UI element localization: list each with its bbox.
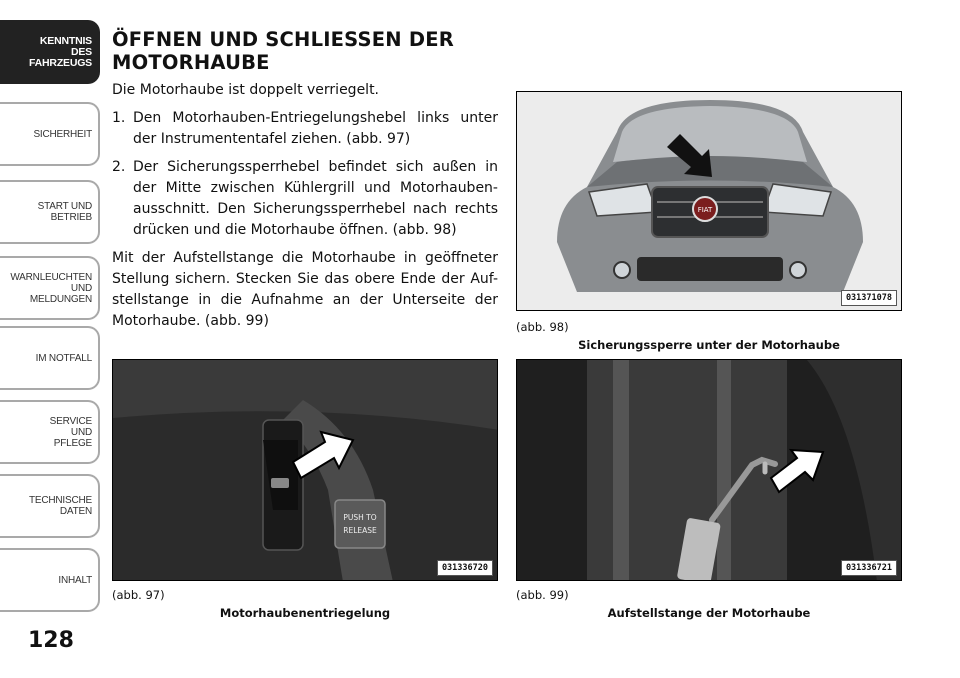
tab-label: SICHERHEIT bbox=[33, 128, 92, 140]
step-text: Den Motorhauben-Entriegelungshebel links unter der Instrumententafel ziehen. (abb. 97) bbox=[133, 110, 498, 147]
label-release: RELEASE bbox=[343, 526, 377, 535]
figure-code: 031371078 bbox=[841, 290, 897, 306]
tab-start-und-betrieb[interactable] bbox=[0, 180, 100, 244]
figure-hood-safety-latch bbox=[516, 91, 902, 311]
label-push-to: PUSH TO bbox=[343, 513, 377, 522]
tab-sicherheit[interactable] bbox=[0, 102, 100, 166]
car-front-illustration bbox=[517, 92, 902, 311]
body-text bbox=[112, 80, 498, 339]
figure-reference: (abb. 99) bbox=[516, 588, 569, 602]
figure-caption: Sicherungssperre unter der Motorhaube bbox=[578, 338, 840, 352]
section-heading: ÖFFNEN UND SCHLIESSEN DER MOTORHAUBE bbox=[112, 28, 454, 74]
tab-label: IM NOTFALL bbox=[35, 352, 92, 364]
tab-label: KENNTNIS DES FAHRZEUGS bbox=[29, 34, 92, 69]
step-text: Der Sicherungssperrhebel befindet sich außen in der Mitte zwischen Kühlergrill und Motorhauben-ausschnitt. Den Sicherungssperrhebel nach rechts drücken und die Motorhaube öffnen. (abb. 98) bbox=[133, 159, 498, 238]
tab-label: WARNLEUCHTEN UND MELDUNGEN bbox=[10, 271, 92, 305]
tab-im-notfall[interactable] bbox=[0, 326, 100, 390]
prop-rod-illustration bbox=[517, 360, 902, 581]
figure-hood-prop-rod bbox=[516, 359, 902, 581]
figure-hood-release-lever bbox=[112, 359, 498, 581]
section-tabs bbox=[0, 0, 100, 640]
tab-technische-daten[interactable] bbox=[0, 474, 100, 538]
tab-label: SERVICE UND PFLEGE bbox=[49, 415, 92, 449]
tab-kenntnis-des-fahrzeugs[interactable] bbox=[0, 20, 100, 84]
tab-label: INHALT bbox=[58, 574, 92, 586]
tab-inhalt[interactable] bbox=[0, 548, 100, 612]
figure-caption: Aufstellstange der Motorhaube bbox=[607, 606, 811, 620]
tab-label: TECHNISCHE DATEN bbox=[28, 495, 92, 517]
list-item bbox=[112, 157, 498, 241]
tab-service-und-pflege[interactable] bbox=[0, 400, 100, 464]
tab-warnleuchten[interactable] bbox=[0, 256, 100, 320]
tab-label: START UND BETRIEB bbox=[37, 201, 92, 223]
figure-reference: (abb. 97) bbox=[112, 588, 165, 602]
list-item bbox=[112, 108, 498, 150]
step-number: 2. bbox=[112, 159, 126, 175]
page-number: 128 bbox=[28, 628, 74, 653]
intro-paragraph: Die Motorhaube ist doppelt verriegelt. bbox=[112, 82, 380, 98]
step-number: 1. bbox=[112, 110, 126, 126]
figure-code: 031336720 bbox=[437, 560, 493, 576]
brand-badge: FIAT bbox=[697, 206, 713, 214]
release-lever-illustration bbox=[113, 360, 498, 581]
figure-caption: Motorhaubenentriegelung bbox=[219, 606, 391, 620]
closing-paragraph: Mit der Aufstellstange die Motorhaube in geöffneter Stellung sichern. Stecken Sie das obere Ende der Auf-stellstange in die Aufnahme an der Unterseite der Motorhaube. (abb. 99) bbox=[112, 250, 498, 329]
figure-reference: (abb. 98) bbox=[516, 320, 569, 334]
figure-code: 031336721 bbox=[841, 560, 897, 576]
